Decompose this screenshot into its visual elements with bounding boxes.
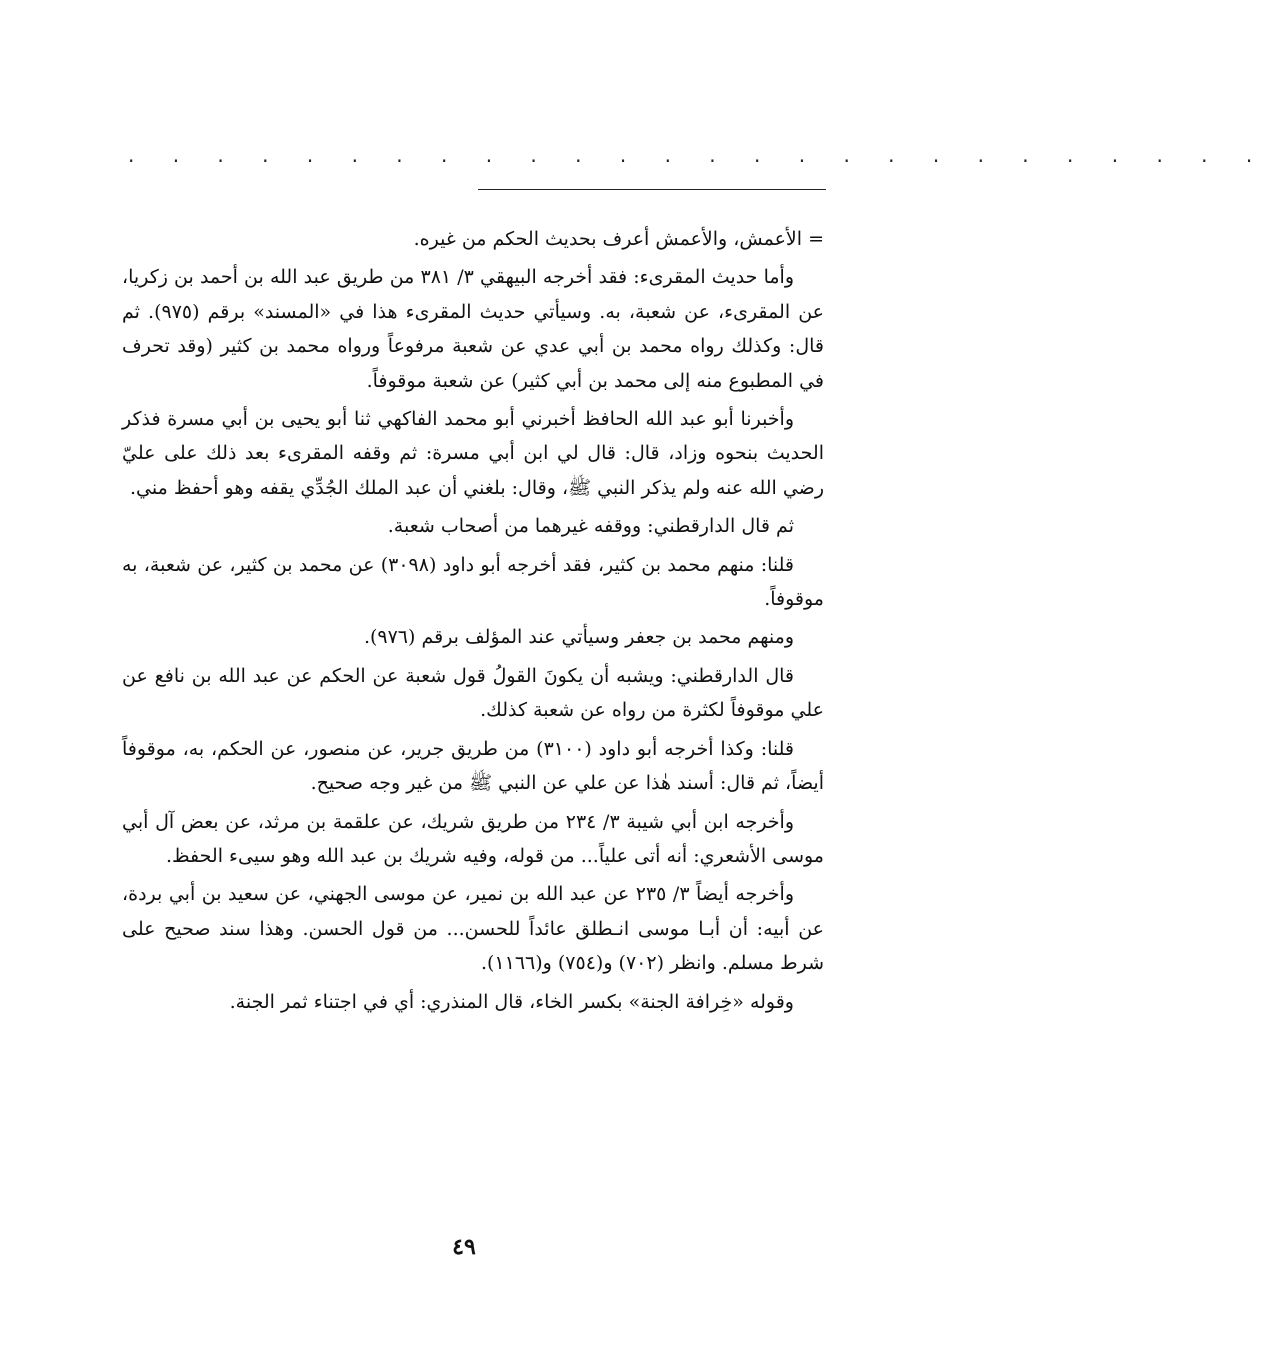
paragraph-continuation: = الأعمش، والأعمش أعرف بحديث الحكم من غيره. xyxy=(413,228,824,250)
paragraph: ومنهم محمد بن جعفر وسيأتي عند المؤلف برقم (٩٧٦). xyxy=(363,626,794,649)
paragraph: قال الدارقطني: ويشبه أن يكونَ القولُ قول شعبة عن الحكم عن عبد الله بن نافع عن علي موقوفاً لكثرة من رواه عن شعبة كذلك. xyxy=(122,664,824,722)
paragraph: وأخرجه ابن أبي شيبة ٣/ ٢٣٤ من طريق شريك، عن علقمة بن مرثد، عن بعض آل أبي موسى الأشعري: أنه أتى علياً... من قوله، وفيه شريك بن عبد الله وهو سيىء الحفظ. xyxy=(122,810,824,867)
paragraph: ثم قال الدارقطني: ووقفه غيرهما من أصحاب شعبة. xyxy=(387,515,794,538)
paragraph: قلنا: منهم محمد بن كثير، فقد أخرجه أبو داود (٣٠٩٨) عن محمد بن كثير، عن شعبة، به موقوفاً. xyxy=(122,553,824,611)
paragraph: وأما حديث المقرىء: فقد أخرجه البيهقي ٣/ ٣٨١ من طريق عبد الله بن أحمد بن زكريا، عن المقرىء، عن شعبة، به. وسيأتي حديث المقرىء هذا في «المسند» برقم (٩٧٥). ثم قال: وكذلك رواه محمد بن أبي عدي عن شعبة مرفوعاً ورواه محمد بن كثير (وقد تحرف في المطبوع منه إلى محمد بن أبي كثير) عن شعبة موقوفاً. xyxy=(122,266,824,392)
footnote-text xyxy=(122,222,824,1023)
paragraph: وأخبرنا أبو عبد الله الحافظ أخبرني أبو محمد الفاكهي ثنا أبو يحيى بن أبي مسرة فذكر الحديث بنحوه وزاد، قال: قال لي ابن أبي مسرة: ثم وقفه المقرىء بعد ذلك على عليّ رضي الله عنه ولم يذكر النبي ﷺ، وقال: بلغني أن عبد الملك الجُدِّي يقفه وهو أحفظ مني. xyxy=(122,408,824,499)
footnote-rule xyxy=(478,189,826,190)
page-number: ٤٩ xyxy=(452,1234,476,1260)
paragraph: وأخرجه أيضاً ٣/ ٢٣٥ عن عبد الله بن نمير، عن موسى الجهني، عن سعيد بن أبي بردة، عن أبيه: أن أبـا موسى انـطلق عائداً للحسن... من قول الحسن. وهذا سند صحيح على شرط مسلم. وانظر (٧٠٢) و(٧٥٤) و(١١٦٦). xyxy=(122,883,824,975)
paragraph: وقوله «خِرافة الجنة» بكسر الخاء، قال المنذري: أي في اجتناء ثمر الجنة. xyxy=(229,990,794,1013)
paragraph: قلنا: وكذا أخرجه أبو داود (٣١٠٠) من طريق جرير، عن منصور، عن الحكم، به، موقوفاً أيضاً، ثم قال: أسند هٰذا عن علي عن النبي ﷺ من غير وجه صحيح. xyxy=(122,737,824,795)
footnote-separator-dots: . . . . . . . . . . . . . . . . . . . . . . . . . . xyxy=(128,143,1268,167)
